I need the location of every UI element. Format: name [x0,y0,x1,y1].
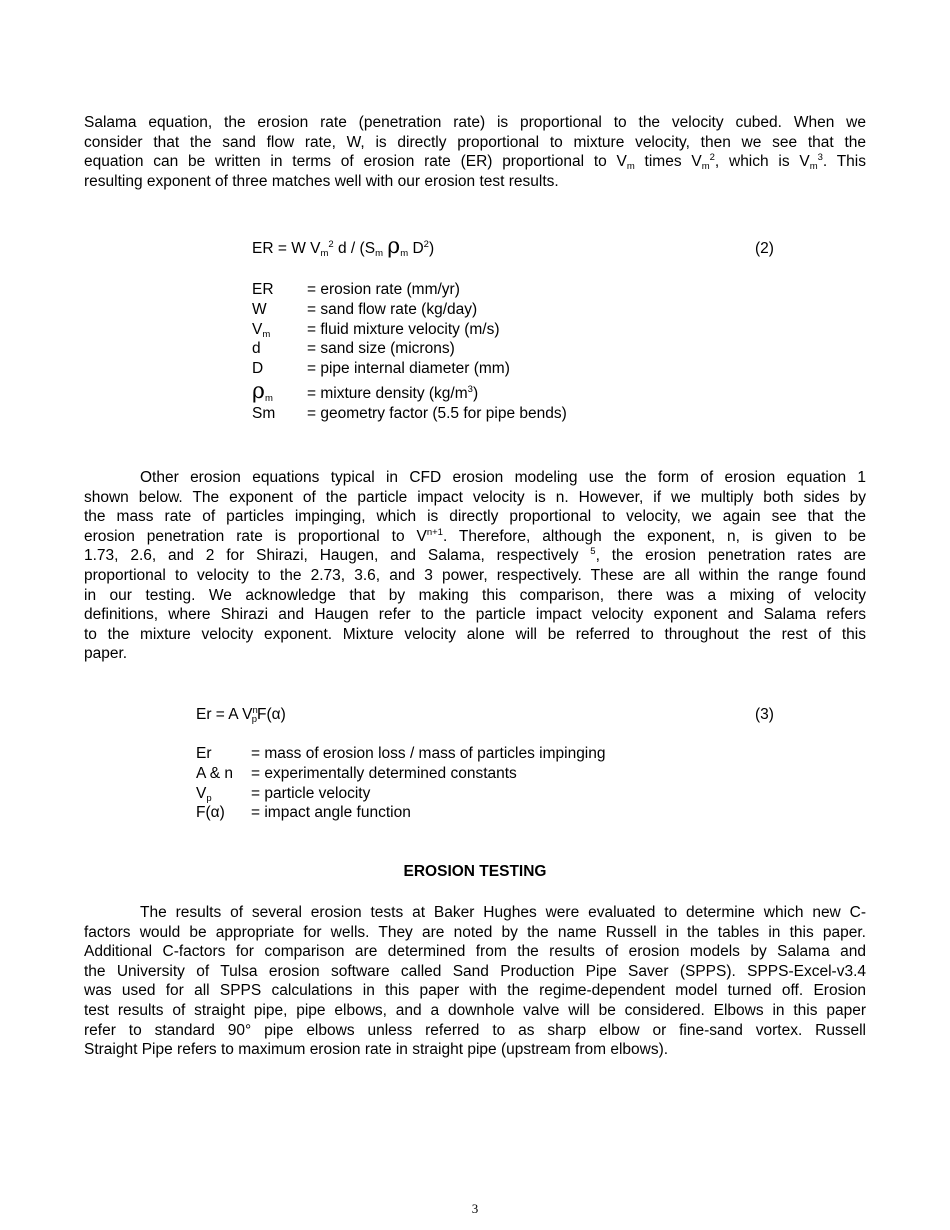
section-heading: EROSION TESTING [403,863,547,880]
definition-row: $V_p$ = particle velocity [196,784,371,804]
definition-row: D = pipe internal diameter (mm) [252,360,510,378]
paragraph-line: The results of several erosion tests at Baker Hughes were evaluated to determine which new C- [140,904,866,921]
definition-row: W = sand flow rate (kg/day) [252,300,478,318]
equation-3-definitions [196,744,606,823]
paragraph-line: the University of Tulsa erosion software called Sand Production Pipe Saver (SPPS). SPPS-Excel-v3.4 [84,962,866,980]
equation-3: Er = A $V^n_pF(\alpha)$ [196,705,286,725]
paragraph-line: shown below. The exponent of the particle impact velocity is n. However, if we multiply both sides by [84,488,866,506]
definition-row: ER = erosion rate (mm/yr) [252,281,460,298]
equation-2-number: (2) [755,240,774,257]
paragraph-line: Straight Pipe refers to maximum erosion rate in straight pipe (upstream from elbows). [84,1041,669,1059]
paragraph-line: paper. [84,645,128,663]
paragraph-line: definitions, where Shirazi and Haugen refer to the particle impact velocity exponent and Salama refers [84,606,866,624]
paragraph-line: test results of straight pipe, pipe elbows, and a downhole valve will be considered. Elbows in this paper [84,1001,866,1019]
intro-paragraph [84,113,866,191]
paragraph-line: factors would be appropriate for wells. They are noted by the name Russell in the tables in this paper. [84,923,866,941]
paragraph-line: to the mixture velocity exponent. Mixture velocity alone will be referred to throughout the rest of this [84,625,866,643]
paragraph-line: refer to standard 90° pipe elbows unless referred to as sharp elbow or fine-sand vortex. Russell [84,1021,866,1039]
paragraph-line: erosion penetration rate is proportional to $V^{n+1}$. Therefore, although the exponent, n, is given to be [84,526,866,545]
intro-line: Salama equation, the erosion rate (penetration rate) is proportional to the velocity cubed. When we [84,114,866,131]
paragraph-line: in our testing. We acknowledge that by making this comparison, there was a mixing of velocity [84,586,866,604]
definition-row: Sm = geometry factor (5.5 for pipe bends) [252,404,567,422]
definition-row: $\rho_m$ = mixture density $(kg/m^3)$ [252,378,479,404]
paragraph-line: Additional C-factors for comparison are determined from the results of erosion models by Salama and [84,943,866,961]
intro-line: resulting exponent of three matches well with our erosion test results. [84,172,559,190]
body-paragraph-3 [84,903,866,1060]
body-paragraph-2 [84,468,866,664]
paragraph-line: was used for all SPPS calculations in this paper with the regime-dependent model turned off. Erosion [84,982,866,1000]
intro-line: equation can be written in terms of erosion rate (ER) proportional to $V_m$ times $V_m^2$, which is $V_m^3$. This [84,152,866,173]
equation-2: ER = W $V_m^2$ d / ($S_m$ $\rho_m$ $D^2$) [252,234,435,259]
definition-row: $V_m$ = fluid mixture velocity (m/s) [252,320,500,340]
intro-line: consider that the sand flow rate, W, is directly proportional to mixture velocity, then we see that the [84,133,866,151]
definition-row: Er = mass of erosion loss / mass of particles impinging [196,745,606,762]
paragraph-line: Other erosion equations typical in CFD erosion modeling use the form of erosion equation 1 [140,469,866,486]
definition-row: F(α) = impact angle function [196,804,411,822]
definition-row: d = sand size (microns) [252,340,455,358]
equation-2-definitions [252,280,567,424]
paragraph-line: the mass rate of particles impinging, which is directly proportional to velocity, we again see that the [84,508,866,526]
equation-3-number: (3) [755,706,774,723]
page-number: 3 [471,1201,479,1216]
paragraph-line: 1.73, 2.6, and 2 for Shirazi, Haugen, and Salama, respectively $^5$, the erosion penetration rates are [84,546,866,565]
definition-row: A & n = experimentally determined constants [196,764,517,782]
paragraph-line: proportional to velocity to the 2.73, 3.6, and 3 power, respectively. These are all within the range found [84,566,866,584]
